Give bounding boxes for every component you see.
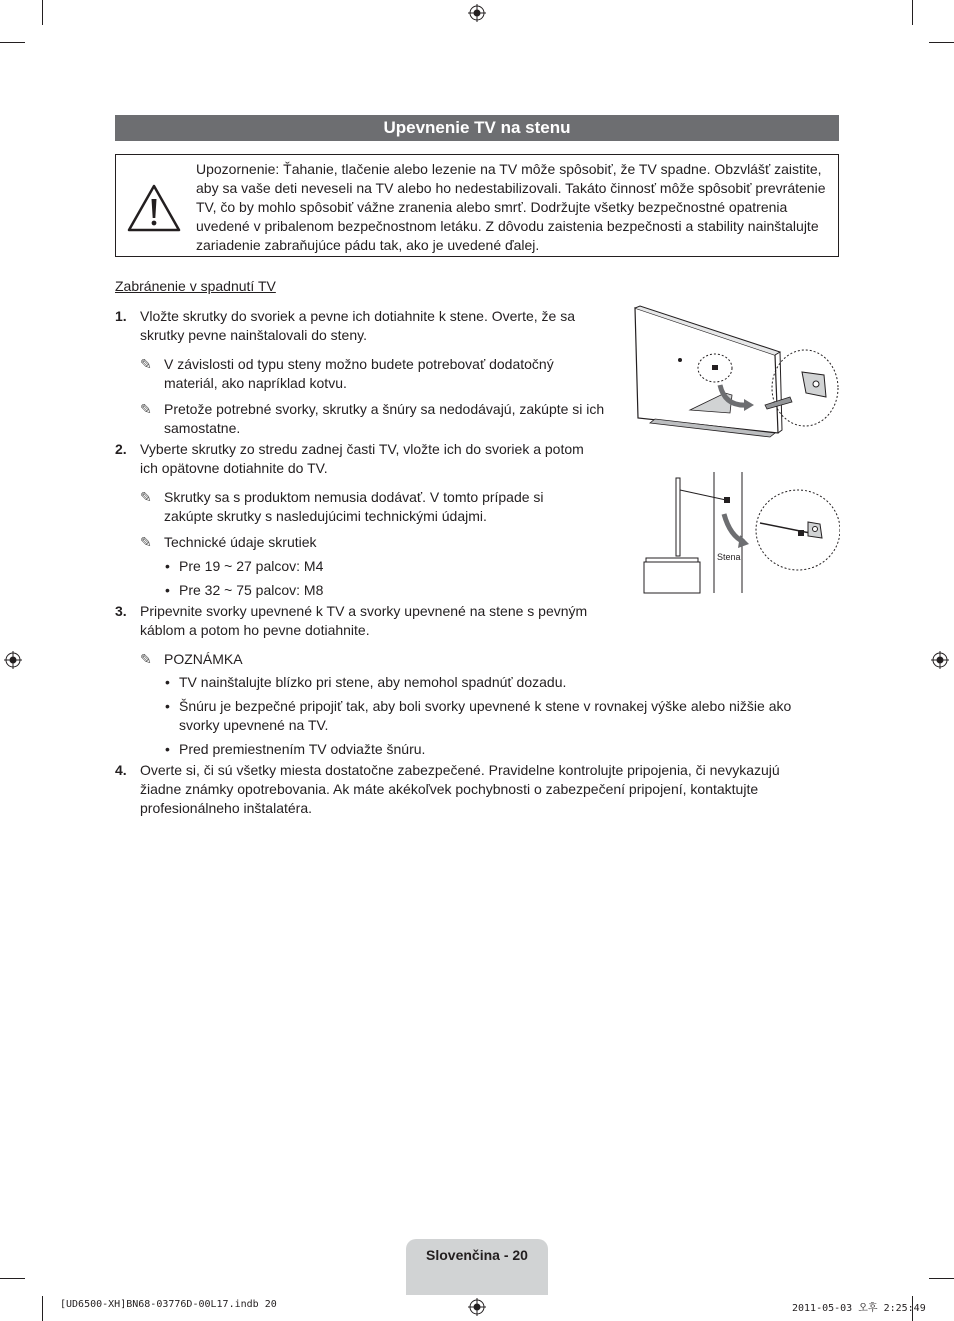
pencil-note-icon: ✎ [140,534,152,550]
pencil-note-icon: ✎ [140,489,152,505]
date-slug: 2011-05-03 오후 2:25:49 [792,1303,926,1314]
warning-triangle-icon [126,183,182,233]
crop-mark [929,42,954,43]
note-text: Technické údaje skrutiek [164,534,317,550]
crop-mark [42,1296,43,1321]
note [140,650,610,669]
wall-label: Stena [717,552,741,562]
registration-mark-icon [4,651,22,669]
note-text: Skrutky sa s produktom nemusia dodávať. V tomto prípade si zakúpte skrutky s nasledujúcimi technickými údajmi. [164,489,544,524]
warning-box [115,154,839,257]
step-number: 1. [115,308,127,324]
note [140,488,610,524]
registration-mark-icon [468,1298,486,1316]
warning-label: Upozornenie [196,161,276,177]
crop-mark [912,0,913,25]
note-text: V závislosti od typu steny možno budete potrebovať dodatočný materiál, ako napríklad kotvu. [164,356,554,391]
step-text: Pripevnite svorky upevnené k TV a svorky upevnené na stene s pevným káblom a potom ho pevne dotiahnite. [140,603,588,638]
registration-mark-icon [468,4,486,22]
step-number: 4. [115,762,127,778]
step-text: Vyberte skrutky zo stredu zadnej časti TV, vložte ich do svoriek a potom ich opätovne dotiahnite do TV. [140,441,584,476]
step-number: 2. [115,441,127,457]
wall-anchor-illustration [640,470,840,595]
registration-mark-icon [931,651,949,669]
crop-mark [0,1278,25,1279]
note-text: Pretože potrebné svorky, skrutky a šnúry sa nedodávajú, zakúpte si ich samostatne. [164,401,605,436]
pencil-note-icon: ✎ [140,401,152,417]
step-number: 3. [115,603,127,619]
crop-mark [42,0,43,25]
note [140,533,610,552]
file-slug: [UD6500-XH]BN68-03776D-00L17.indb 20 [60,1299,277,1310]
tv-bracket-illustration [630,305,845,445]
note-text: POZNÁMKA [164,651,243,667]
pencil-note-icon: ✎ [140,651,152,667]
step-text: Vložte skrutky do svoriek a pevne ich dotiahnite k stene. Overte, že sa skrutky pevne nainštalovali do steny. [140,308,575,343]
crop-mark [0,42,25,43]
warning-body: : Ťahanie, tlačenie alebo lezenie na TV môže spôsobiť, že TV spadne. Obzvlášť zaistite, aby sa vaše deti neveseli na TV alebo ho nedestabilizovali. Takáto činnosť môže spôsobiť prevrátenie TV, čo by mohlo spôsobiť vážne zranenia alebo smrť. Dodržujte všetky bezpečnostné opatrenia uvedené v pribalenom bezpečnostnom letáku. Z dôvodu zaistenia bezpečnosti a stability nainštalujte zariadenie zabraňujúce pádu tak, ako je uvedené ďalej. [196,161,826,253]
section-title: Upevnenie TV na stenu [115,115,839,141]
crop-mark [929,1278,954,1279]
warning-text [196,160,832,255]
note [140,400,610,436]
pencil-note-icon: ✎ [140,356,152,372]
subheading: Zabránenie v spadnutí TV [115,278,276,294]
note [140,355,610,391]
step-text: Overte si, či sú všetky miesta dostatočne zabezpečené. Pravidelne kontrolujte pripojenia, či nevykazujú žiadne známky opotrebovania. Ak máte akékoľvek pochybnosti o zabezpečení pripojení, kontaktujte profesionálneho inštalatéra. [140,762,780,816]
page-number-tab: Slovenčina - 20 [406,1239,548,1295]
